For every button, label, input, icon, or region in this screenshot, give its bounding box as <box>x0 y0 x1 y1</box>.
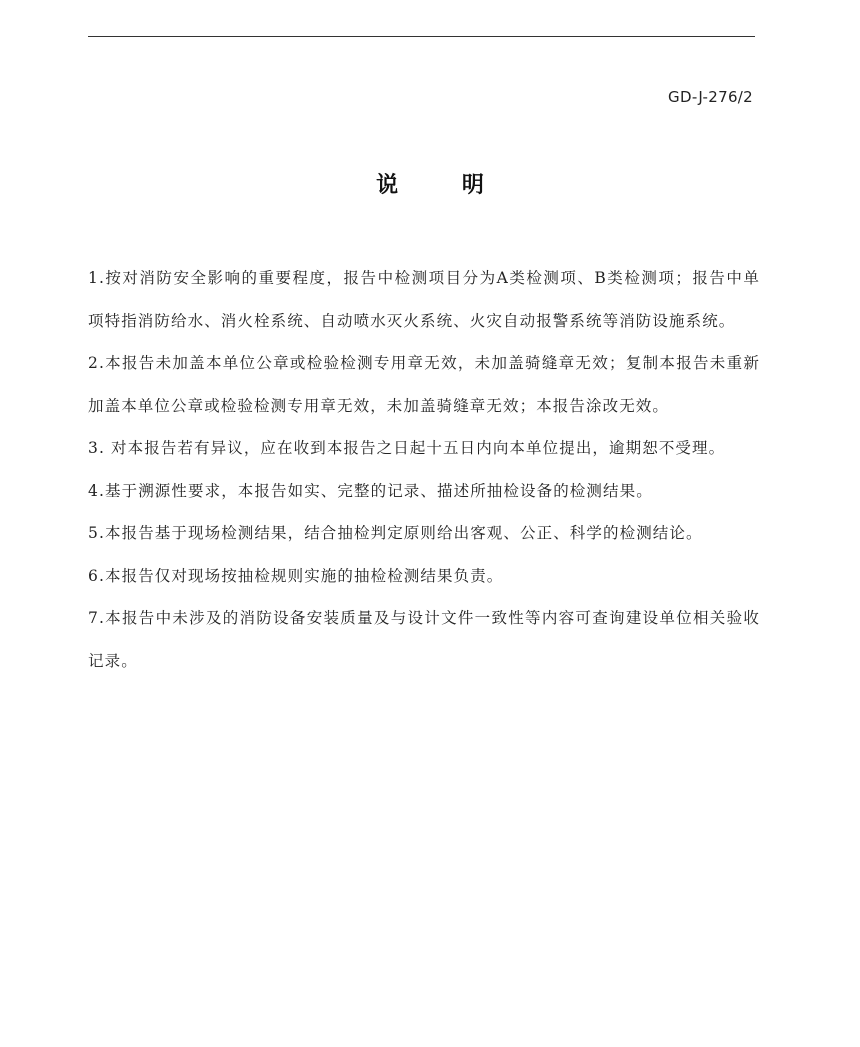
note-item-1: 1.按对消防安全影响的重要程度，报告中检测项目分为A类检测项、B类检测项；报告中单项特指消防给水、消火栓系统、自动喷水灭火系统、火灾自动报警系统等消防设施系统。 <box>88 269 760 330</box>
header-rule <box>88 36 755 37</box>
notes-body <box>88 257 760 682</box>
note-item-4: 4.基于溯源性要求，本报告如实、完整的记录、描述所抽检设备的检测结果。 <box>88 481 653 500</box>
note-item-2: 2.本报告未加盖本单位公章或检验检测专用章无效，未加盖骑缝章无效；复制本报告未重新加盖本单位公章或检验检测专用章无效，未加盖骑缝章无效；本报告涂改无效。 <box>88 354 760 415</box>
note-item-3: 3. 对本报告若有异议，应在收到本报告之日起十五日内向本单位提出，逾期恕不受理。 <box>88 439 726 457</box>
page-title: 说 明 <box>376 173 512 198</box>
note-item-6: 6.本报告仅对现场按抽检规则实施的抽检检测结果负责。 <box>88 566 504 585</box>
note-item-5: 5.本报告基于现场检测结果，结合抽检判定原则给出客观、公正、科学的检测结论。 <box>88 524 703 542</box>
note-item-7: 7.本报告中未涉及的消防设备安装质量及与设计文件一致性等内容可查询建设单位相关验收记录。 <box>88 609 760 670</box>
document-code: GD-J-276/2 <box>668 88 753 106</box>
